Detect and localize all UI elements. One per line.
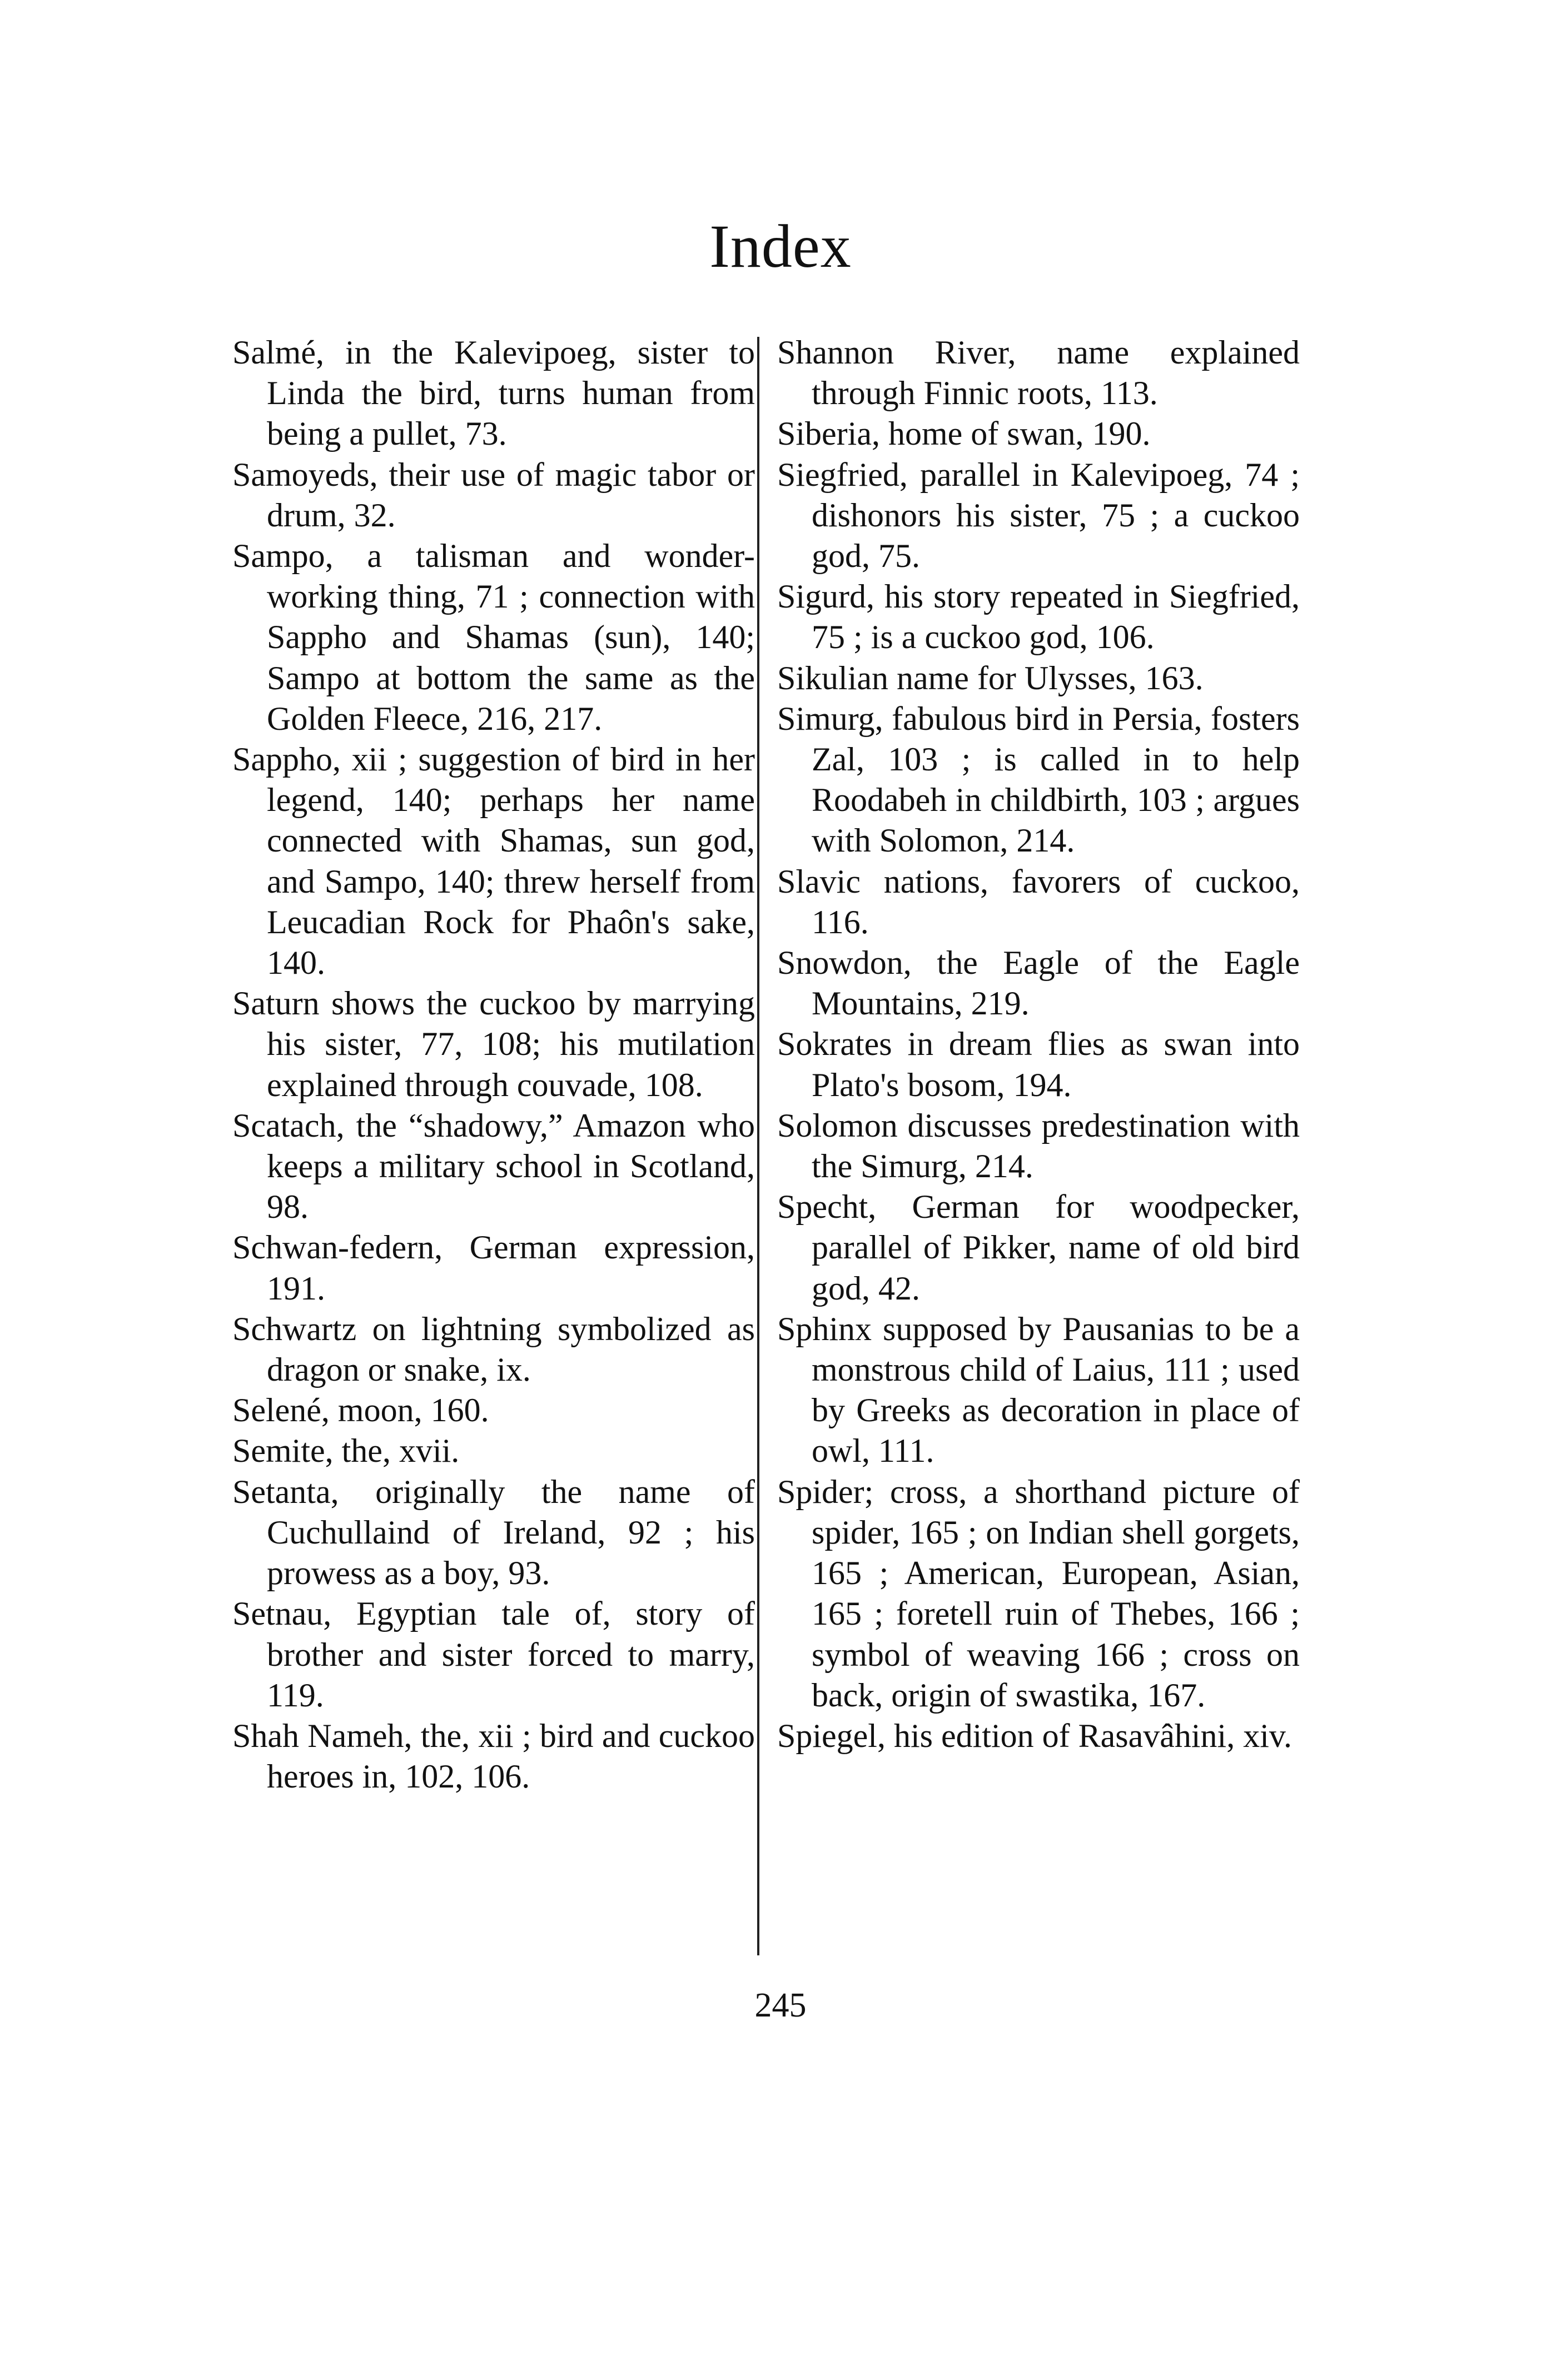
index-entry: Schwan-federn, German expression, 191. — [232, 1229, 755, 1307]
index-entry: Scatach, the “shadowy,” Amazon who keeps a military school in Scotland, 98. — [232, 1107, 755, 1226]
index-entry: Sappho, xii ; suggestion of bird in her legend, 140; perhaps her name connected with Shamas, sun god, and Sampo, 140; threw herself from Leucadian Rock for Phaôn's sake, 140. — [232, 741, 755, 982]
index-entry: Snowdon, the Eagle of the Eagle Mountains, 219. — [777, 944, 1300, 1022]
page-title: Index — [709, 212, 852, 280]
index-entry: Salmé, in the Kalevipoeg, sister to Linda the bird, turns human from being a pullet, 73. — [232, 334, 755, 452]
index-entry: Selené, moon, 160. — [232, 1392, 489, 1429]
index-entry: Setanta, originally the name of Cuchullaind of Ireland, 92 ; his prowess as a boy, 93. — [232, 1473, 755, 1592]
index-entry: Sampo, a talisman and wonder-working thing, 71 ; connection with Sappho and Shamas (sun), 140; Sampo at bottom the same as the Golden Fleece, 216, 217. — [232, 537, 755, 737]
index-entry: Shannon River, name explained through Finnic roots, 113. — [777, 334, 1300, 412]
index-entry: Schwartz on lightning symbolized as dragon or snake, ix. — [232, 1310, 755, 1388]
index-entry: Siegfried, parallel in Kalevipoeg, 74 ; dishonors his sister, 75 ; a cuckoo god, 75. — [777, 456, 1300, 575]
index-entry: Setnau, Egyptian tale of, story of brother and sister forced to marry, 119. — [232, 1595, 755, 1714]
index-entry: Shah Nameh, the, xii ; bird and cuckoo heroes in, 102, 106. — [232, 1717, 755, 1795]
index-entry: Solomon discusses predestination with the Simurg, 214. — [777, 1107, 1300, 1185]
index-entry: Sphinx supposed by Pausanias to be a monstrous child of Laius, 111 ; used by Greeks as decoration in place of owl, 111. — [777, 1310, 1300, 1470]
index-column-left — [232, 332, 755, 1797]
index-entry: Spider; cross, a shorthand picture of spider, 165 ; on Indian shell gorgets, 165 ; American, European, Asian, 165 ; foretell ruin of Thebes, 166 ; symbol of weaving 166 ; cross on back, origin of swastika, 167. — [777, 1473, 1300, 1714]
index-entry: Sigurd, his story repeated in Siegfried, 75 ; is a cuckoo god, 106. — [777, 578, 1300, 656]
index-entry: Sokrates in dream flies as swan into Plato's bosom, 194. — [777, 1025, 1300, 1103]
index-entry: Spiegel, his edition of Rasavâhini, xiv. — [777, 1717, 1292, 1754]
index-entry: Slavic nations, favorers of cuckoo, 116. — [777, 863, 1300, 940]
index-entry: Siberia, home of swan, 190. — [777, 415, 1151, 452]
index-column-right — [777, 332, 1300, 1756]
column-divider — [757, 337, 759, 1955]
index-entry: Simurg, fabulous bird in Persia, fosters Zal, 103 ; is called in to help Roodabeh in childbirth, 103 ; argues with Solomon, 214. — [777, 700, 1300, 859]
index-entry: Samoyeds, their use of magic tabor or drum, 32. — [232, 456, 755, 534]
index-entry: Specht, German for woodpecker, parallel of Pikker, name of old bird god, 42. — [777, 1188, 1300, 1307]
index-entry: Saturn shows the cuckoo by marrying his sister, 77, 108; his mutilation explained through couvade, 108. — [232, 985, 755, 1103]
index-entry: Sikulian name for Ulysses, 163. — [777, 659, 1204, 696]
page-number: 245 — [754, 1986, 807, 2024]
index-entry: Semite, the, xvii. — [232, 1432, 460, 1470]
